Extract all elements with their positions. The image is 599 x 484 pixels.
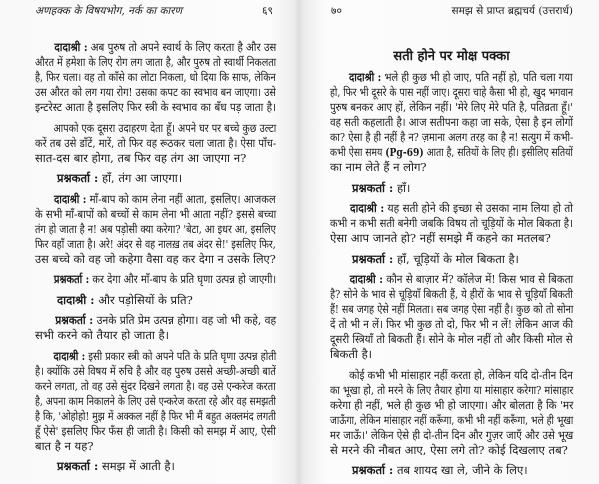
text-line xyxy=(35,191,276,207)
text-line: है कि, 'ओहोहो! मुझ में अक्कल नहीं है फिर भी मैं बहुत अक्लमंद लगती xyxy=(35,408,276,423)
text-line xyxy=(330,181,573,196)
text-line: बिकती है। xyxy=(330,347,373,361)
text-line: करेगा ही नहीं, भले ही कुछ भी हो जाएगा। और बोलता है कि 'मर xyxy=(330,397,574,412)
speaker-label: दादाश्री : xyxy=(53,348,86,363)
text-line: पुरुष बनकर आए हों, लेकिन नहीं। 'मेरे लिए मेरे पति है, पतिव्रता हूँ।' xyxy=(330,100,573,114)
line-text: कभी ऐसा समय xyxy=(330,145,383,159)
text-line: हो, फिर भी दूसरे के पास नहीं जाए। दूसरा चाहे कैसा भी हो, खुद भगवान xyxy=(330,85,574,99)
text-line: है, फिर चला। वह तो काँसे का लोटा निकला, धो दिया कि साफ, लेकिन xyxy=(35,70,276,84)
text-line: का भूखा हो, तो मरने के लिए तैयार होगा या मांसाहार करेगा? मांसाहार xyxy=(330,382,574,397)
text-line xyxy=(35,459,276,474)
text-line: है, अपना काम निकालने के लिए उसे एन्करेज करता रहे और वह समझती xyxy=(35,393,276,408)
dialogue-paragraph xyxy=(35,192,276,267)
text-line: सभी करने को तैयार हो जाता है। xyxy=(35,328,169,342)
text-line: इन्टरेस्ट आता है इसलिए फिर स्त्री के स्वभाव का बँध पड़ जाता है। xyxy=(35,100,276,114)
text-line: सात-दस बार होगा, तब फिर वह तंग आ जाएगा न? xyxy=(35,150,247,165)
text-line xyxy=(330,272,574,287)
text-line: हूँ ऐसे' इसलिए फिर फँस ही जाती है। किसी को समझ में आए, ऐसी xyxy=(35,423,276,438)
speaker-label: दादाश्री : xyxy=(54,191,87,206)
line-text: हाँ। xyxy=(396,180,411,195)
text-line: उस बच्चे को वह जो कहेगा वैसा वह कर देगा न उसके लिए? xyxy=(35,251,276,266)
text-line: मर जाऊँ।' लेकिन ऐसे ही दो-तीन दिन और गुज़र जाएँ और उसे भूख xyxy=(330,427,574,442)
line-text: आता है, सतियों के लिए ही। इसीलिए सतियों xyxy=(426,145,573,159)
dialogue-paragraph xyxy=(330,201,573,246)
text-line: कोई कभी भी मांसाहार नहीं करता हो, लेकिन यदि दो-तीन दिन xyxy=(349,367,573,382)
text-line: दूसरी स्त्रियाँ तो बिकती हैं। सोने के मोल नहीं तो और किसी मोल से xyxy=(330,332,573,346)
line-text: कौन से बाज़ार में? कॉलेज में! किस भाव से बिकता xyxy=(386,272,574,286)
speaker-label: प्रश्नकर्ता : xyxy=(352,463,394,477)
text-line xyxy=(330,463,573,478)
line-text: इसी प्रकार स्त्री को अपने पति के प्रति घृणा उत्पन्न होती xyxy=(88,348,277,363)
text-line: कभी न कभी सती बनेगी जबकि विषय तो चूड़ियों के मोल बिकता है। xyxy=(330,216,573,230)
text-line: के सभी माँ-बापों को बच्चों से काम लेना भी आता नहीं? इससे बच्चा xyxy=(35,206,277,221)
text-line: जाऊँगा, लेकिन मांसाहार नहीं करूँगा, कभी भी नहीं करूँगा, भले ही भूखा xyxy=(330,412,574,427)
line-text: हाँ, चूड़ियों के मोल बिकता है। xyxy=(396,251,519,266)
dialogue-paragraph xyxy=(35,313,276,343)
page-reference: (Pg-69) xyxy=(385,145,424,159)
text-line: है। क्योंकि उसे विषय में रुचि है और वह पुरुष उससे अच्छी-अच्छी बातें xyxy=(35,363,276,378)
text-line xyxy=(35,171,276,186)
speaker-label: दादाश्री : xyxy=(350,201,385,215)
text-line: औरत में हमेशा के लिए रोग लग जाता है, और पुरुष तो स्वार्थी निकलता xyxy=(35,55,277,69)
text-line: करने लगता, तो वह उसे सुंदर दिखने लगता है। वह उसे एन्करेज करता xyxy=(35,378,276,393)
dialogue-paragraph xyxy=(35,293,276,308)
page-number: ६९ xyxy=(262,5,273,17)
speaker-label: दादाश्री : xyxy=(54,40,88,54)
dialogue-paragraph xyxy=(330,181,573,196)
text-line: ऐसा आप जानते हो? नहीं समझे मैं कहने का मतलब? xyxy=(330,231,551,245)
dialogue-paragraph xyxy=(330,463,573,478)
dialogue-paragraph xyxy=(35,272,276,287)
text-line: तंग हो जाता है न! अब पड़ोसी क्या करेगा? 'बेटा, आ इधर आ, इसलिए xyxy=(35,221,276,236)
line-text: और पड़ोसियों के प्रति? xyxy=(98,292,193,307)
line-text: यह सती होने की इच्छा से उसका नाम लिया हो तो xyxy=(387,201,573,215)
text-line: करें तब उसे डाँटें, मारें, तो फिर वह रूठकर चला जाता है। ऐसा पाँच- xyxy=(35,135,277,150)
text-line: फिर वहाँ जाता है। अरे! अंदर से वह नालख़ तब अंदर से!' इसलिए फिर, xyxy=(35,236,276,251)
text-line xyxy=(330,70,573,85)
line-text: भले ही कुछ भी हो जाए, पति नहीं हो, पति चला गया xyxy=(384,70,573,84)
dialogue-paragraph xyxy=(35,349,276,454)
text-line: वह सती कहलाती है। आज सतीपना कहा जा सके, ऐसा है इन लोगों xyxy=(330,115,574,129)
line-text: समझ में आती है। xyxy=(101,459,175,473)
speaker-label: प्रश्नकर्ता : xyxy=(57,171,99,185)
text-line: आपको एक दूसरा उदाहरण देता हूँ। अपने घर पर बच्चे कुछ उल्टा xyxy=(53,120,277,135)
right-page-body xyxy=(330,70,573,484)
speaker-label: दादाश्री : xyxy=(57,292,95,307)
dialogue-paragraph xyxy=(35,40,276,115)
narrative-paragraph xyxy=(330,368,573,458)
text-line: उस औरत को लग गया रोग! उसका कपट का स्वभाव बन जाएगा। उसे xyxy=(35,85,276,99)
line-text: माँ-बाप को काम लेना नहीं आता, इसलिए। आजकल xyxy=(89,191,276,206)
narrative-paragraph xyxy=(35,121,276,166)
text-line xyxy=(35,272,277,287)
text-line: दें तो भी न लें। फिर भी कुछ तो दो, फिर भी न लें! लेकिन आज की xyxy=(330,317,574,331)
text-line: बात है न यह? xyxy=(35,438,94,453)
speaker-label: प्रश्नकर्ता : xyxy=(352,180,394,195)
dialogue-paragraph xyxy=(35,171,276,186)
text-line xyxy=(330,252,573,267)
running-title: अणहक्क के विषयभोग, नर्क का कारण xyxy=(35,5,183,17)
line-text: कर देगा और माँ-बाप के प्रति घृणा उत्पन्न हो जाएगी। xyxy=(92,272,277,286)
text-line: का? ऐसा है ही नहीं है न? ज़माना अलग तरह का है न! सत्युग में कभी- xyxy=(330,130,574,144)
text-line: से मरने की नौबत आए, ऐसा लगे तो? कोई दिखलाए तब? xyxy=(330,442,568,457)
text-line: है? सोने के भाव से चूड़ियाँ बिकती हैं, ये हीरों के भाव से चूड़ियाँ बिकती xyxy=(330,287,573,301)
line-text: उनके प्रति प्रेम उत्पन्न होगा। वह जो भी कहे, वह xyxy=(96,313,277,327)
speaker-label: प्रश्नकर्ता : xyxy=(57,459,99,473)
line-text: अब पुरुष तो अपने स्वार्थ के लिए करता है और उस xyxy=(90,40,277,54)
dialogue-paragraph xyxy=(330,252,573,267)
text-line xyxy=(35,348,277,364)
text-line: हैं! सब जगह ऐसे नहीं मिलता। सब जगह ऐसा नहीं है। कुछ को तो सोना xyxy=(330,302,574,316)
text-line xyxy=(330,145,573,160)
text-line xyxy=(35,293,276,308)
left-page-body xyxy=(35,40,276,480)
speaker-label: प्रश्नकर्ता : xyxy=(352,251,394,266)
dialogue-paragraph xyxy=(330,70,573,175)
running-title: समझ से प्राप्त ब्रह्मचर्य (उत्तरार्ध) xyxy=(451,5,573,17)
text-line xyxy=(330,201,573,216)
line-text: हाँ, तंग आ जाएगा। xyxy=(101,171,183,185)
text-line xyxy=(35,40,277,55)
speaker-label: प्रश्नकर्ता : xyxy=(53,272,90,286)
speaker-label: दादाश्री : xyxy=(348,70,382,84)
page-number: ७० xyxy=(331,5,342,17)
speaker-label: प्रश्नकर्ता : xyxy=(55,313,94,327)
speaker-label: दादाश्री : xyxy=(349,272,384,286)
text-line: का नाम लेते हैं न लोग? xyxy=(330,160,427,174)
text-line xyxy=(35,313,277,328)
dialogue-paragraph xyxy=(35,459,276,474)
line-text: तब शायद खा ले, जीने के लिए। xyxy=(396,463,528,477)
dialogue-paragraph xyxy=(330,272,573,362)
section-heading: सती होने पर मोक्ष पक्का xyxy=(393,49,510,64)
